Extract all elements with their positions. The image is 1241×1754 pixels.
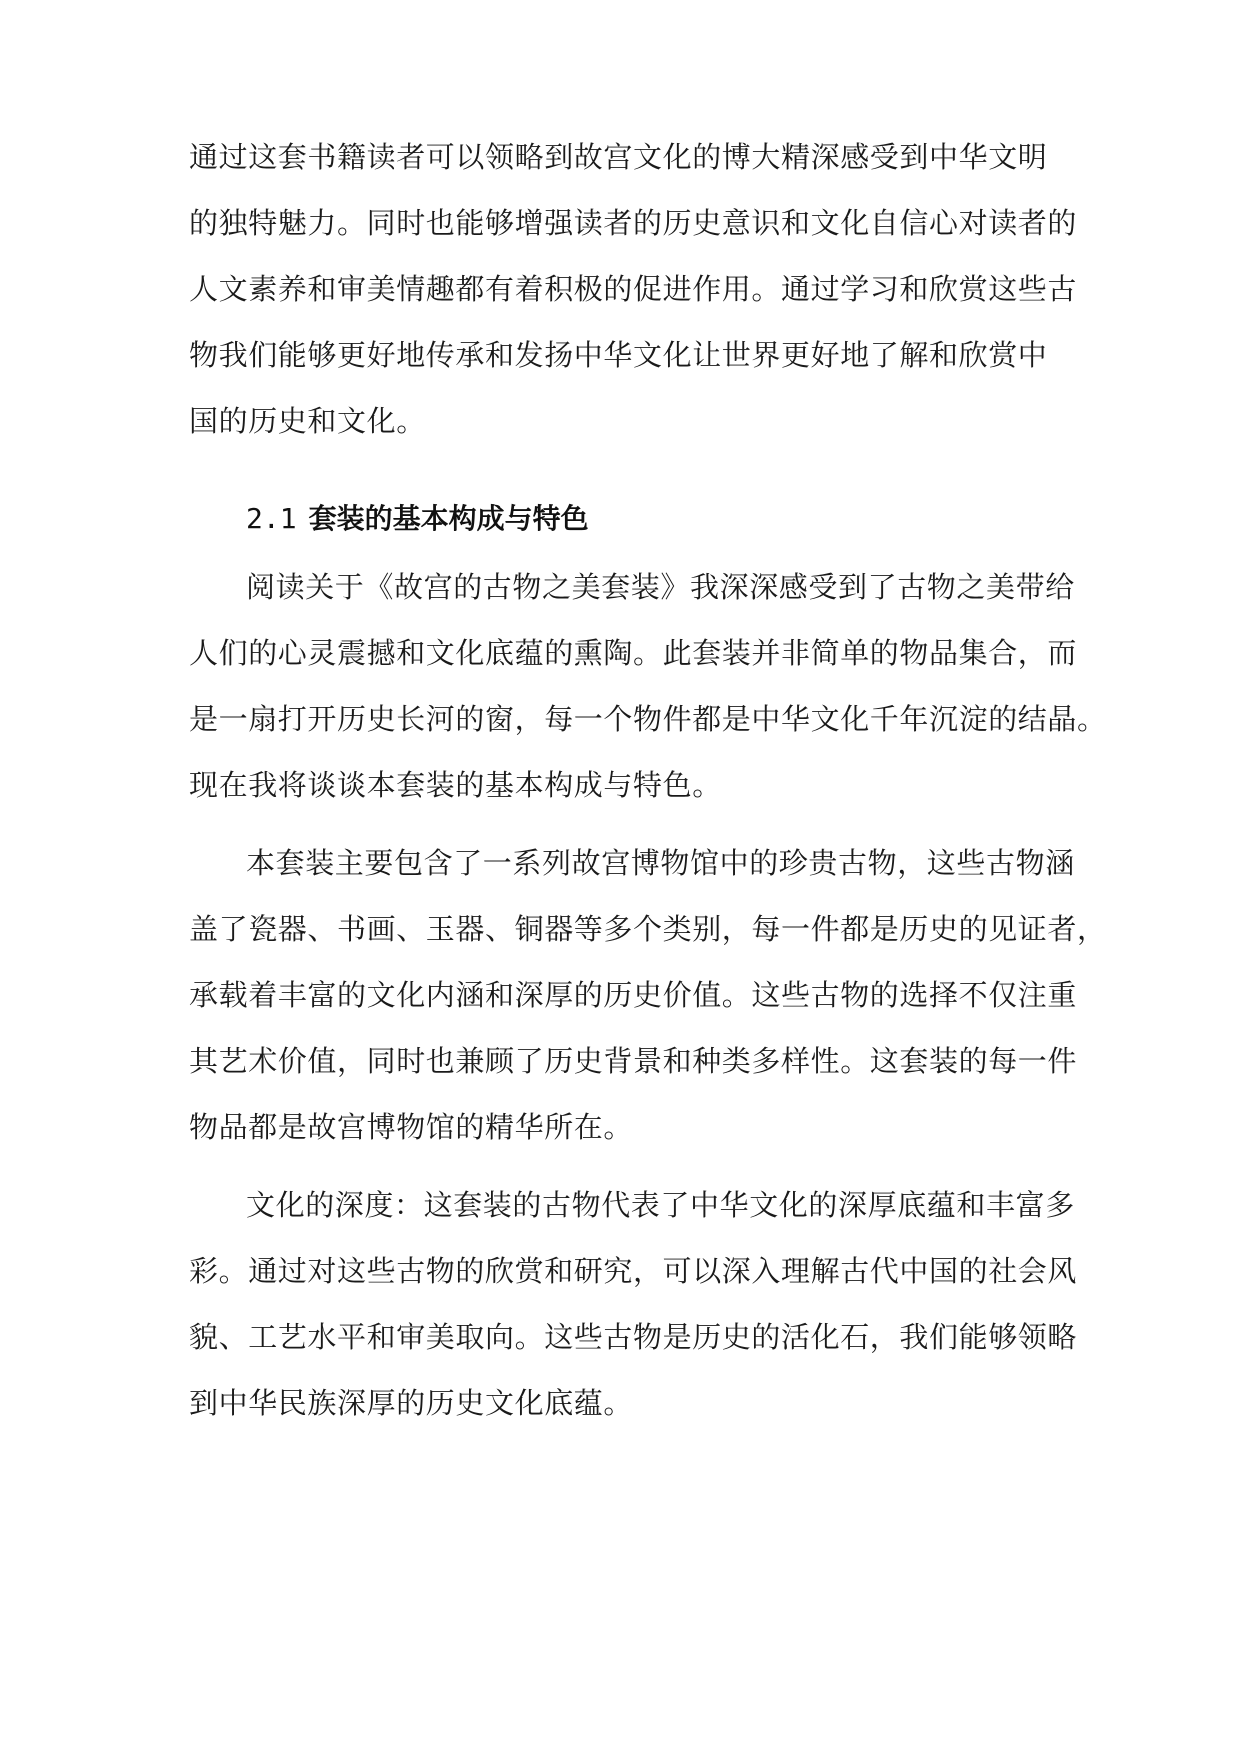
paragraph-line: 通过这套书籍读者可以领略到故宫文化的博大精深感受到中华文明 (189, 140, 1048, 174)
paragraph-line: 国的历史和文化。 (189, 404, 426, 438)
paragraph-line: 物品都是故宫博物馆的精华所在。 (189, 1110, 634, 1144)
paragraph-line: 文化的深度：这套装的古物代表了中华文化的深厚底蕴和丰富多 (246, 1188, 1075, 1222)
paragraph-line: 到中华民族深厚的历史文化底蕴。 (189, 1386, 634, 1420)
paragraph-line: 人们的心灵震撼和文化底蕴的熏陶。此套装并非简单的物品集合，而 (189, 636, 1078, 670)
paragraph-line: 阅读关于《故宫的古物之美套装》我深深感受到了古物之美带给 (246, 570, 1075, 604)
paragraph-line: 承载着丰富的文化内涵和深厚的历史价值。这些古物的选择不仅注重 (189, 978, 1078, 1012)
section-title: 套装的基本构成与特色 (308, 502, 589, 535)
paragraph-line: 的独特魅力。同时也能够增强读者的历史意识和文化自信心对读者的 (189, 206, 1078, 240)
paragraph-line: 人文素养和审美情趣都有着积极的促进作用。通过学习和欣赏这些古 (189, 272, 1078, 306)
paragraph-line: 彩。通过对这些古物的欣赏和研究，可以深入理解古代中国的社会风 (189, 1254, 1078, 1288)
paragraph-line: 物我们能够更好地传承和发扬中华文化让世界更好地了解和欣赏中 (189, 338, 1048, 372)
paragraph-line: 其艺术价值，同时也兼顾了历史背景和种类多样性。这套装的每一件 (189, 1044, 1078, 1078)
section-heading (246, 499, 589, 539)
paragraph-line: 盖了瓷器、书画、玉器、铜器等多个类别，每一件都是历史的见证者， (189, 912, 1107, 946)
paragraph-line: 是一扇打开历史长河的窗，每一个物件都是中华文化千年沉淀的结晶。 (189, 702, 1107, 736)
section-number: 2.1 (246, 502, 297, 535)
paragraph-line: 貌、工艺水平和审美取向。这些古物是历史的活化石，我们能够领略 (189, 1320, 1078, 1354)
paragraph-line: 本套装主要包含了一系列故宫博物馆中的珍贵古物，这些古物涵 (246, 846, 1075, 880)
paragraph-line: 现在我将谈谈本套装的基本构成与特色。 (189, 768, 722, 802)
